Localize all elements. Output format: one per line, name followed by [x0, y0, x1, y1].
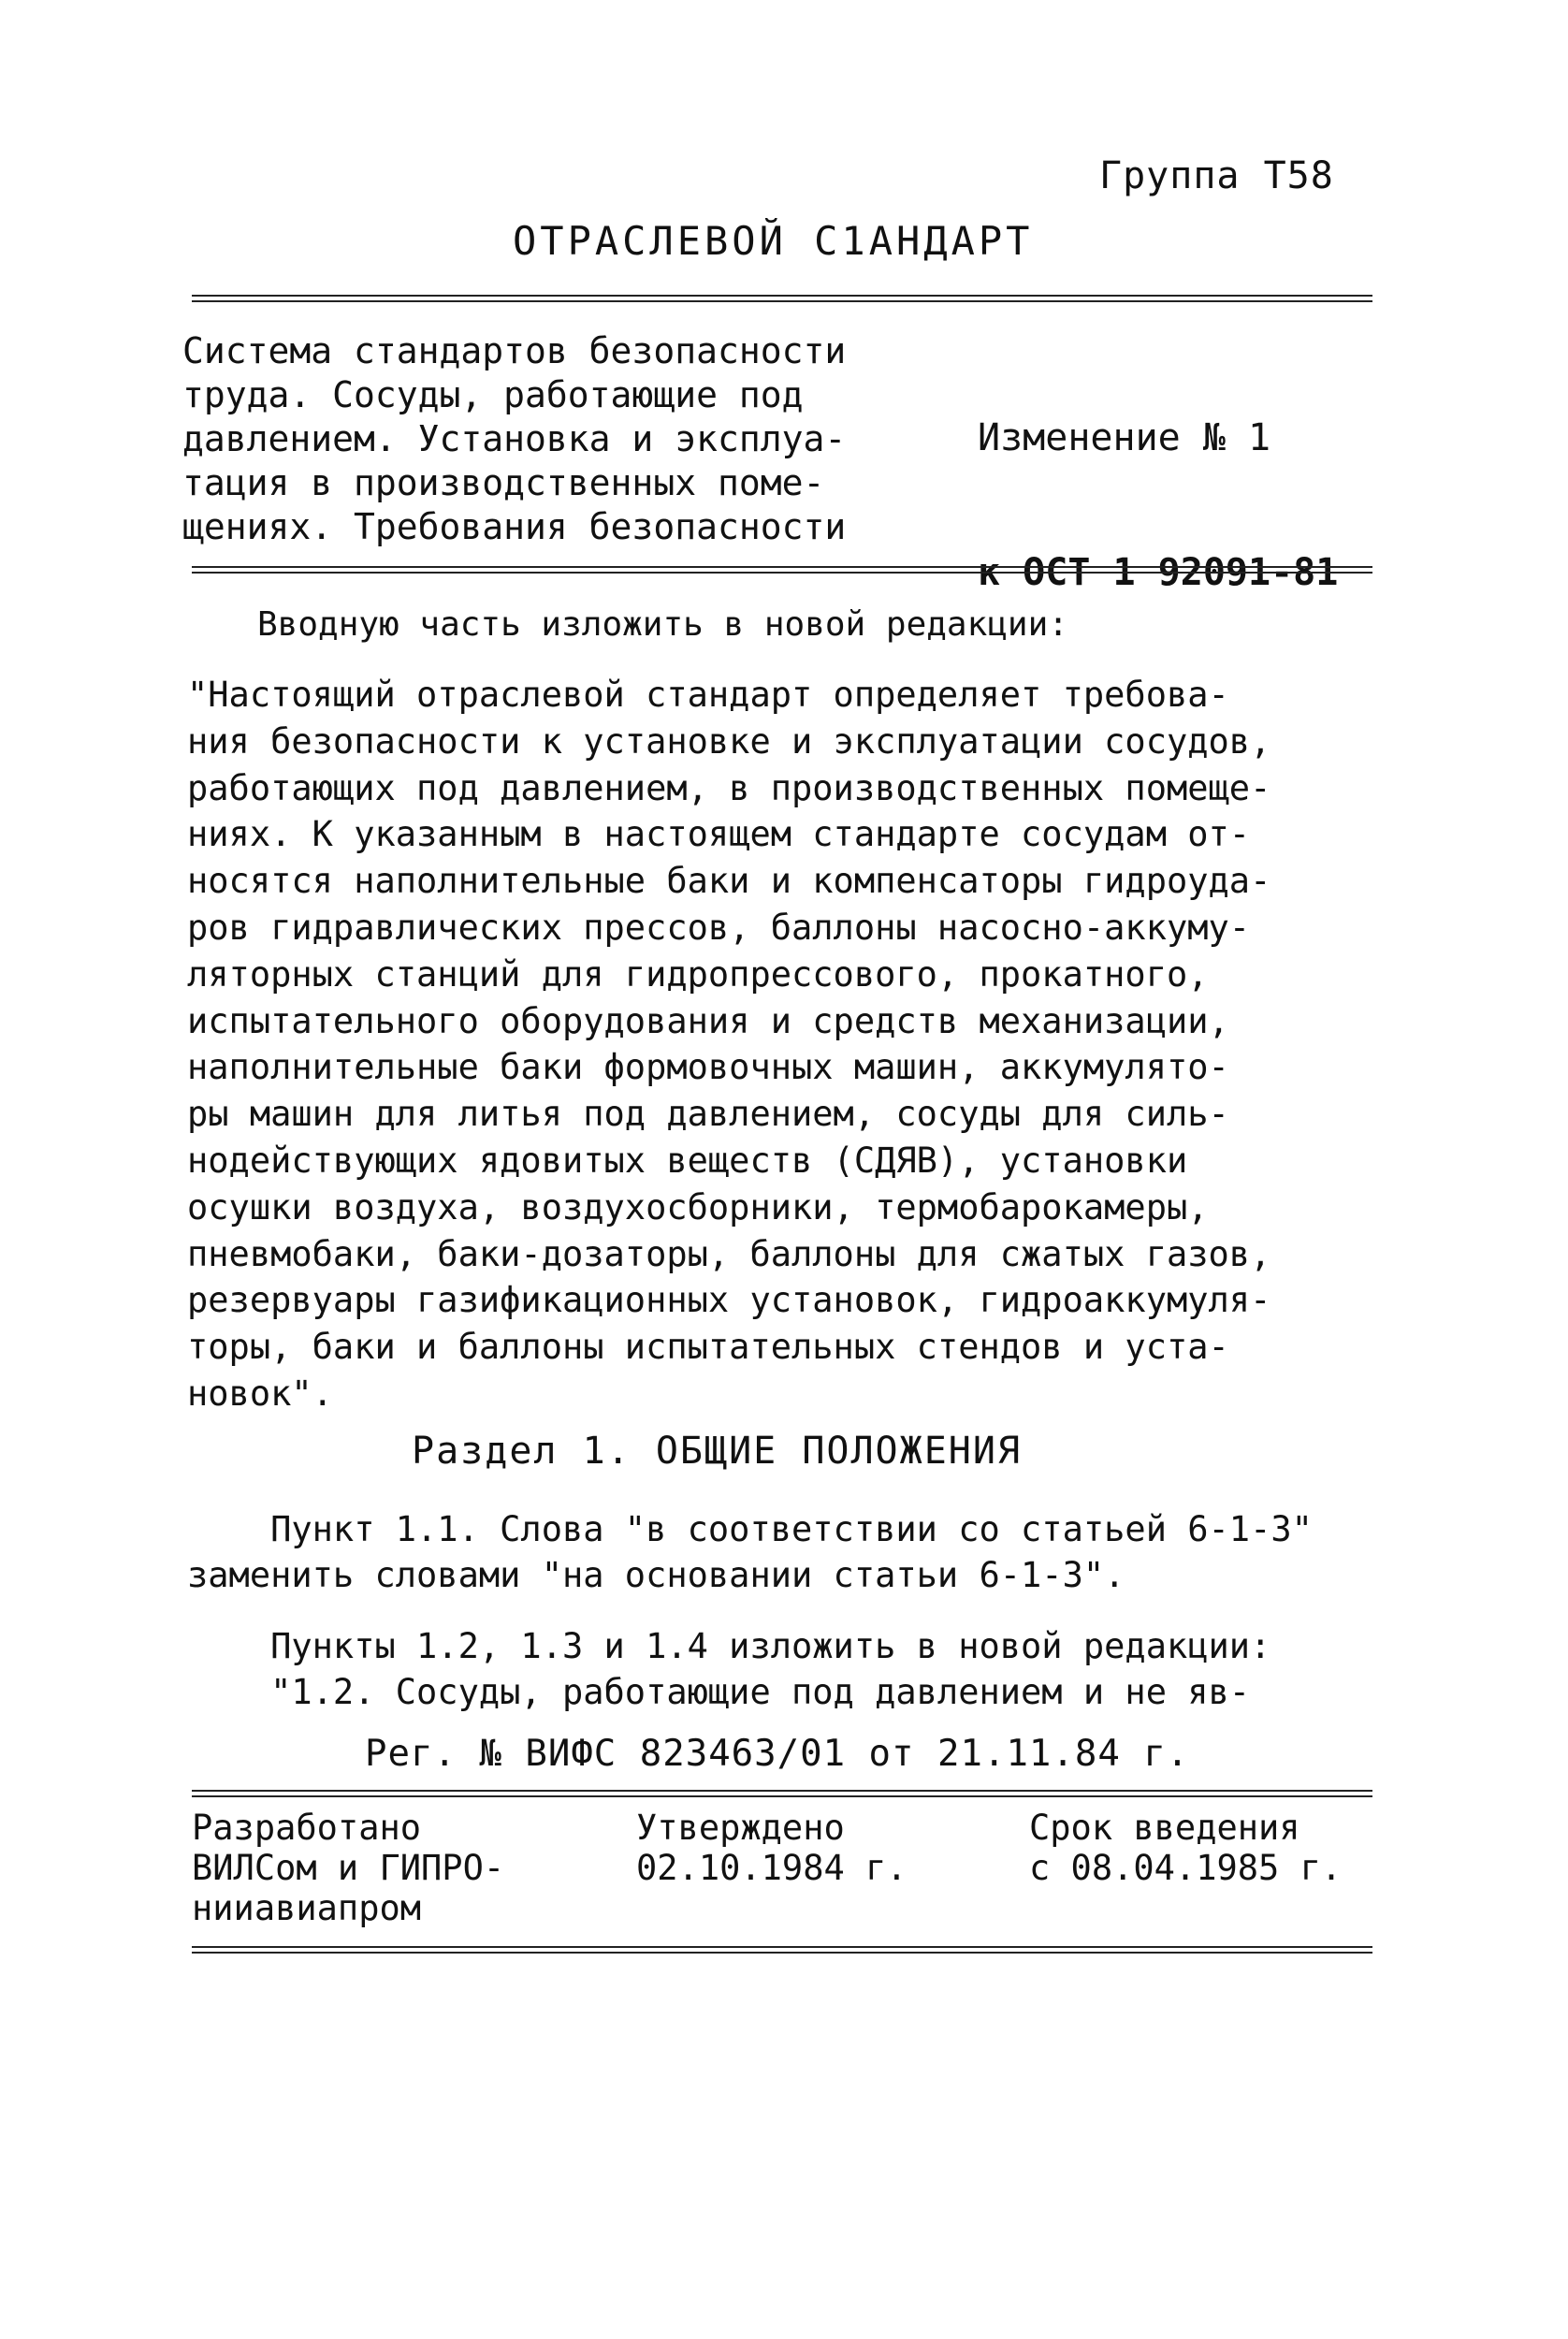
header-divider: [192, 566, 1372, 574]
section-heading: Раздел 1. ОБЩИЕ ПОЛОЖЕНИЯ: [412, 1430, 1023, 1473]
standard-reference: к ОСТ 1 92091-81: [978, 551, 1339, 594]
new-intro-text: "Настоящий отраслевой стандарт определяет требова- ния безопасности к установке и эксплуатации сосудов, работающих под давлением, в производственных помеще- ниях. К указанным в настоящем стандарте сосудам от- носятся наполнительные баки и компенсаторы гидроуда- ров гидравлических прессов, баллоны насосно-аккуму- ляторных станций для гидропрессового, прокатного, испытательного оборудования и средств механизации, наполнительные баки формовочных машин, аккумулято- ры машин для литья под давлением, сосуды для силь- нодействующих ядовитых веществ (СДЯВ), установки осушки воздуха, воздухосборники, термобарокамеры, пневмобаки, баки-дозаторы, баллоны для сжатых газов, резервуары газификационных установок, гидроаккумуля- торы, баки и баллоны испытательных стендов и уста- новок".: [187, 675, 1271, 1414]
item-1-1-paragraph: Пункт 1.1. Слова "в соответствии со статьей 6-1-3" заменить словами "на основании статьи 6-1-3".: [187, 1509, 1313, 1595]
item-1-2-paragraph: Пункты 1.2, 1.3 и 1.4 изложить в новой редакции: "1.2. Сосуды, работающие под давлением и не яв-: [270, 1626, 1271, 1712]
footer-bottom-divider: [192, 1946, 1372, 1954]
standard-type-title: ОТРАСЛЕВОЙ С1АНДАРТ: [513, 218, 1034, 264]
top-divider: [192, 295, 1372, 302]
footer-top-divider: [192, 1790, 1372, 1797]
registration-line: Рег. № ВИФС 823463/01 от 21.11.84 г.: [365, 1733, 1190, 1775]
intro-instruction: Вводную часть изложить в новой редакции:: [257, 605, 1068, 644]
standard-subject: Система стандартов безопасности труда. Сосуды, работающие под давлением. Установка и эксплуа- тация в производственных поме- щениях. Требования безопасности: [182, 330, 847, 547]
group-label: Группа Т58: [1099, 154, 1334, 197]
effective-date: Срок введения с 08.04.1985 г.: [1029, 1808, 1343, 1888]
approved-date: Утверждено 02.10.1984 г.: [636, 1808, 907, 1888]
change-number: Изменение № 1: [978, 416, 1271, 459]
developed-by: Разработано ВИЛСом и ГИПРО- нииавиапром: [192, 1808, 505, 1928]
